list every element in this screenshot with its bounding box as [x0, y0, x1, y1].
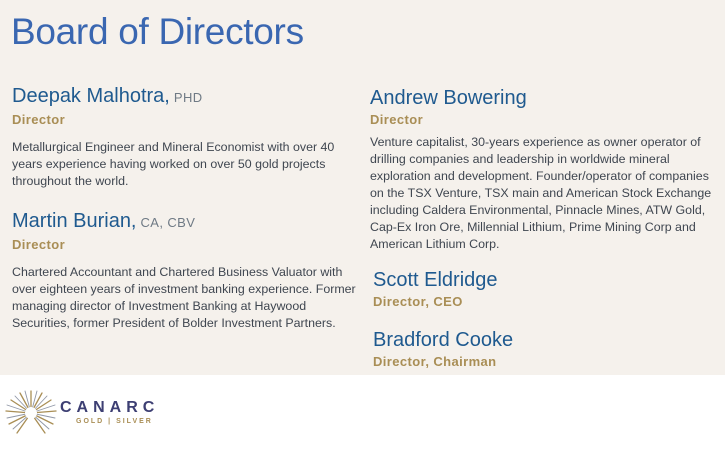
director-card-eldridge — [373, 268, 713, 311]
director-name: Bradford Cooke — [373, 329, 514, 351]
director-card-malhotra — [12, 84, 357, 190]
director-role: Director, Chairman — [373, 354, 497, 369]
logo-wordmark: CANARC — [60, 399, 160, 416]
footer — [0, 375, 725, 452]
director-name: Martin Burian, CA, CBV — [12, 210, 196, 232]
director-credentials: PHD — [173, 90, 203, 105]
director-name: Scott Eldridge — [373, 269, 498, 291]
director-bio: Venture capitalist, 30-years experience as owner operator of drilling companies and leadership in worldwide mineral exploration and development. Founder/operator of companies on the TSX Venture, TSX main and American Stock Exchange including Caldera Environmental, Pinnacle Mines, ATW Gold, Cap-Ex Iron Ore, Millennial Lithium, Prime Mining Corp and American Lithium Corp. — [370, 135, 712, 251]
director-bio: Metallurgical Engineer and Mineral Economist with over 40 years experience having worked on over 50 gold projects throughout the world. — [12, 140, 335, 188]
page-title: Board of Directors — [11, 11, 304, 52]
director-role: Director — [12, 237, 66, 252]
director-card-cooke — [373, 328, 713, 371]
director-role: Director — [370, 112, 424, 127]
director-name: Andrew Bowering — [370, 87, 527, 109]
director-role: Director, CEO — [373, 294, 463, 309]
director-bio: Chartered Accountant and Chartered Business Valuator with over eighteen years of investment banking experience. Former managing director of Investment Banking at Haywood Securities, former President of Bolder Investment Partners. — [12, 265, 356, 330]
director-card-burian — [12, 209, 357, 332]
director-name: Deepak Malhotra, PHD — [12, 85, 203, 107]
logo-subtitle: GOLD | SILVER — [76, 418, 153, 425]
director-credentials: CA, CBV — [140, 215, 196, 230]
director-role: Director — [12, 112, 66, 127]
director-card-bowering — [370, 86, 718, 253]
canarc-starburst-icon — [4, 389, 58, 437]
